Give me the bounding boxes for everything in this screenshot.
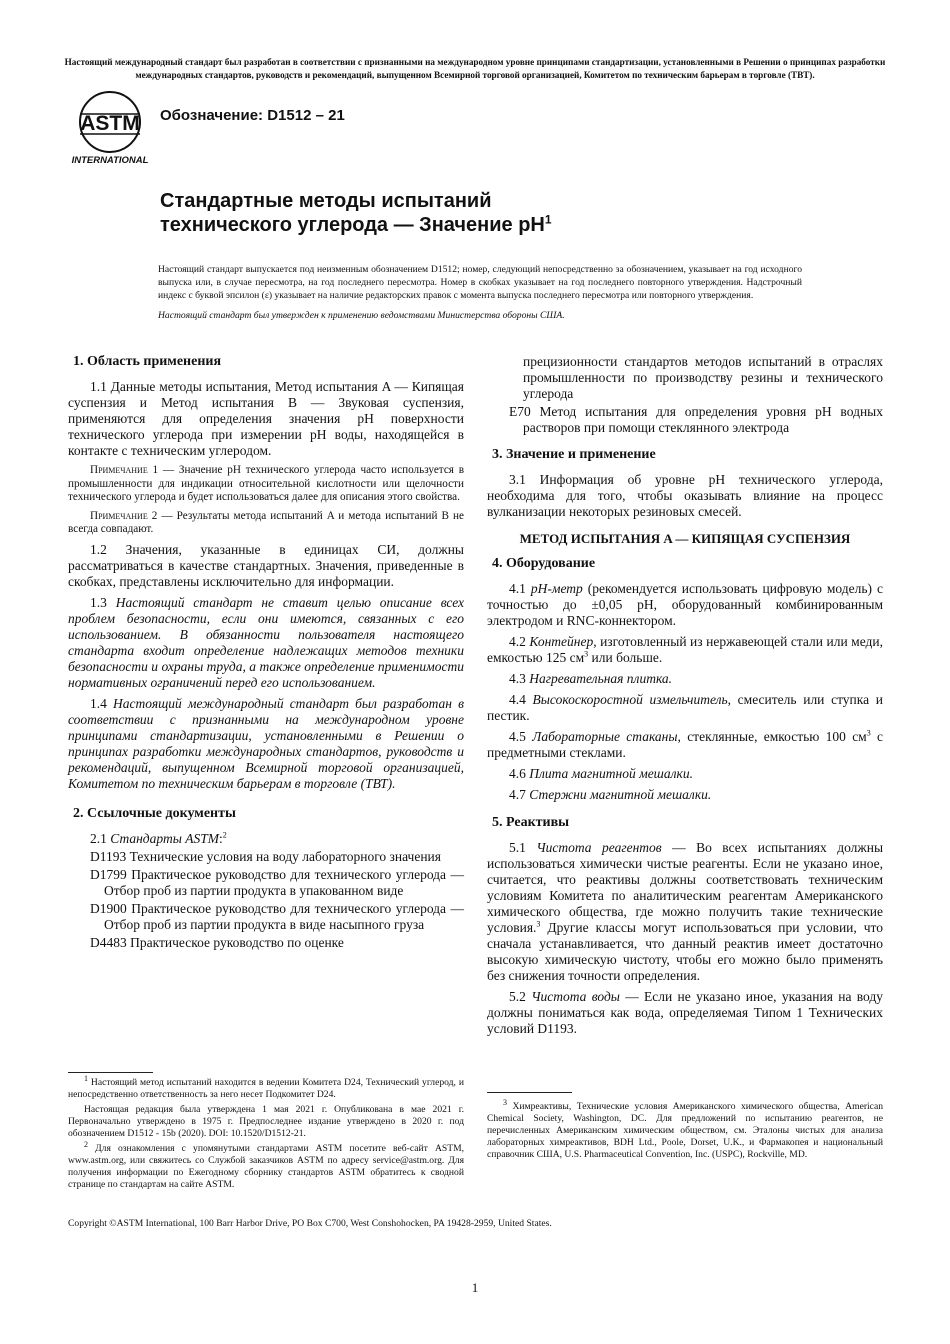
footnote-1-revision: Настоящая редакция была утверждена 1 мая 2021 г. Опубликована в мае 2021 г. Первоначально утверждено в 1975 г. Предпоследнее издание утверждено в 2020 г. под обозначением D1512 - 15b (2020). DOI: 10.1520/D1512-21. <box>68 1104 464 1139</box>
para-1-4: 1.4 Настоящий международный стандарт был разработан в соответствии с признанными на международном уровне принципами стандартизации, установленными в Решении о принципах разработки международных стандартов, руководств и рекомендаций, выпущенном Всемирной торговой организацией, Комитетом по техническим барьерам в торговле (ТВТ). <box>68 695 464 791</box>
footnote-1: $^1$ Настоящий метод испытаний находится в ведении Комитета D24, Технический углерод, и непосредственно ответственность за него несет Подкомитет D24. <box>68 1073 464 1100</box>
para-4-6: 4.6 Плита магнитной мешалки. <box>509 766 693 781</box>
para-4-7: 4.7 Стержни магнитной мешалки. <box>509 787 712 802</box>
para-4-3: 4.3 Нагревательная плитка. <box>509 671 673 686</box>
para-4-5: 4.5 Лабораторные стаканы, стеклянные, емкостью 100 $см^3$ с предметными стеклами. <box>487 728 884 760</box>
reference-item: D1193 Технические условия на воду лабораторного значения <box>90 848 441 864</box>
logo-subtext: INTERNATIONAL <box>71 155 149 166</box>
copyright: Copyright ©ASTM International, 100 Barr Harbor Drive, PO Box C700, West Conshohocken, PA 19428-2959, United States. <box>68 1218 552 1229</box>
reference-item: D1900 Практическое руководство для технического углерода — Отбор проб из партии продукта в виде насыпного груза <box>90 900 464 932</box>
note-2: Примечание 2 — Результаты метода испытаний A и метода испытаний B не всегда совпадают. <box>68 509 464 535</box>
left-column <box>68 354 464 953</box>
para-3-1: 3.1 Информация об уровне pH технического углерода, необходима для того, чтобы оказывать влияние на процесс вулканизации некоторых резиновых смесей. <box>487 472 883 519</box>
preamble-text: Настоящий стандарт выпускается под неизменным обозначением D1512; номер, следующий непосредственно за обозначением, указывает на год исходного выпуска или, в случае пересмотра, на год последнего пересмотра. Номер в скобках указывает на год последнего повторного утверждения. Надстрочный индекс с буквой эпсилон (ε) указывает на наличие редакторских правок с момента выпуска последнего пересмотра или повторного утверждения. <box>158 264 802 301</box>
section-4-heading: 4. Оборудование <box>492 556 596 571</box>
title-footnote-mark: 1 <box>544 212 552 227</box>
astm-logo-icon <box>68 88 152 166</box>
title-line-2: технического углерода — Значение $pH^1$ <box>160 212 552 236</box>
para-1-1: 1.1 Данные методы испытания, Метод испытания A — Кипящая суспензия и Метод испытания B — Звуковая суспензия, применяются для определения значения pH поверхности технического углерода при измерении pH воды, находящейся в контакте с техническим углеродом. <box>68 379 464 458</box>
page-number: 1 <box>471 1280 479 1295</box>
section-5-heading: 5. Реактивы <box>492 815 570 830</box>
right-column <box>487 354 883 1042</box>
reference-item: D1799 Практическое руководство для технического углерода — Отбор проб из партии продукта в упакованном виде <box>90 866 464 898</box>
footnote-3: $^3$ Химреактивы, Технические условия Американского химического общества, American Chemical Society, Washington, DC. Для предложений по испытанию реагентов, не перечисленных Американским химическим обществом, см. Эталоны чистых для анализа лабораторных химреактивов, BDH Ltd., Poole, Dorset, U.K., и Фармакопея и национальный справочник США, U.S. Pharmaceutical Convention, Inc. (USPC), Rockville, MD. <box>487 1097 883 1160</box>
footnote-rule <box>68 1072 153 1073</box>
para-5-2: 5.2 Чистота воды — Если не указано иное, указания на воду должны пониматься как вода, определяемая Типом 1 Технических условий D1193. <box>487 989 884 1036</box>
footnote-rule <box>487 1092 572 1093</box>
subsection-2-1: 2.1 Стандарты ASTM:$^2$ <box>90 830 227 846</box>
preamble <box>158 263 802 322</box>
method-a-heading: МЕТОД ИСПЫТАНИЯ A — КИПЯЩАЯ СУСПЕНЗИЯ <box>519 531 851 546</box>
preamble-approved: Настоящий стандарт был утвержден к применению ведомствами Министерства обороны США. <box>158 310 565 321</box>
para-1-2: 1.2 Значения, указанные в единицах СИ, должны рассматриваться в качестве стандартных. Значения, приведенные в скобках, представлены исключительно для информации. <box>68 541 464 589</box>
para-5-1: 5.1 Чистота реагентов — Во всех испытаниях должны использоваться химически чистые реагенты. Если не указано иное, считается, что реактивы должны соответствовать техническим условиям Комитета по аналитическим реагентам Американского химического общества, где можно получить такие технические условия.$^3$ Другие классы могут использоваться при условии, что сначала устанавливается, что данный реактив имеет достаточно высокую химическую чистоту, чтобы его можно было применять без снижения точности определения. <box>487 840 884 983</box>
footnotes-right <box>487 1092 883 1164</box>
section-3-heading: 3. Значение и применение <box>492 447 656 462</box>
astm-logo <box>68 88 152 166</box>
section-1-heading: 1. Область применения <box>73 354 222 369</box>
reference-item-continued: прецизионности стандартов методов испытаний в отраслях промышленности по производству резины и технического углерода <box>523 354 883 401</box>
logo-text: ASTM <box>80 112 140 135</box>
note-1: Примечание 1 — Значение pH технического углерода часто используется в промышленности для индикации относительной кислотности или щелочности технического углерода и будет использоваться далее для описания этого свойства. <box>68 464 464 503</box>
document-title <box>160 189 760 237</box>
para-4-1: 4.1 pH-метр (рекомендуется использовать цифровую модель) с точностью до ±0,05 pH, оборудованный комбинированным электродом и RNC-коннектором. <box>487 581 883 628</box>
para-4-4: 4.4 Высокоскоростной измельчитель, смеситель или ступка и пестик. <box>487 692 884 723</box>
title-line-1: Стандартные методы испытаний <box>160 190 492 212</box>
para-1-3: 1.3 Настоящий стандарт не ставит целью описание всех проблем безопасности, если они имеются, связанных с его использованием. В обязанности пользователя настоящего стандарта входит определение надлежащих методов техники безопасности и охраны труда, а также определение применимости нормативных ограничений перед его использованием. <box>68 594 465 690</box>
section-2-heading: 2. Ссылочные документы <box>73 805 236 821</box>
header-note: Настоящий международный стандарт был разработан в соответствии с признанными на международном уровне принципами стандартизации, установленными в Решении о принципах разработки международных стандартов, руководств и рекомендаций, выпущенном Всемирной торговой организацией, Комитетом по техническим барьерам в торговле (ТВТ). <box>64 57 886 80</box>
footnote-2: $^2$ Для ознакомления с упомянутыми стандартами ASTM посетите веб-сайт ASTM, www.astm.org, или свяжитесь со Службой заказчиков ASTM по адресу service@astm.org. Для получения информации по Ежегодному сборнику стандартов ASTM обратитесь к сводной странице по стандартам на сайте ASTM. <box>68 1139 464 1190</box>
designation: Обозначение: D1512 – 21 <box>160 107 345 124</box>
reference-item: D4483 Практическое руководство по оценке <box>90 934 344 950</box>
footnotes-left <box>68 1072 464 1194</box>
reference-item: E70 Метод испытания для определения уровня pH водных растворов при помощи стеклянного электрода <box>509 404 883 435</box>
para-4-2: 4.2 Контейнер, изготовленный из нержавеющей стали или меди, емкостью 125 $см^3$ или больше. <box>487 634 883 665</box>
